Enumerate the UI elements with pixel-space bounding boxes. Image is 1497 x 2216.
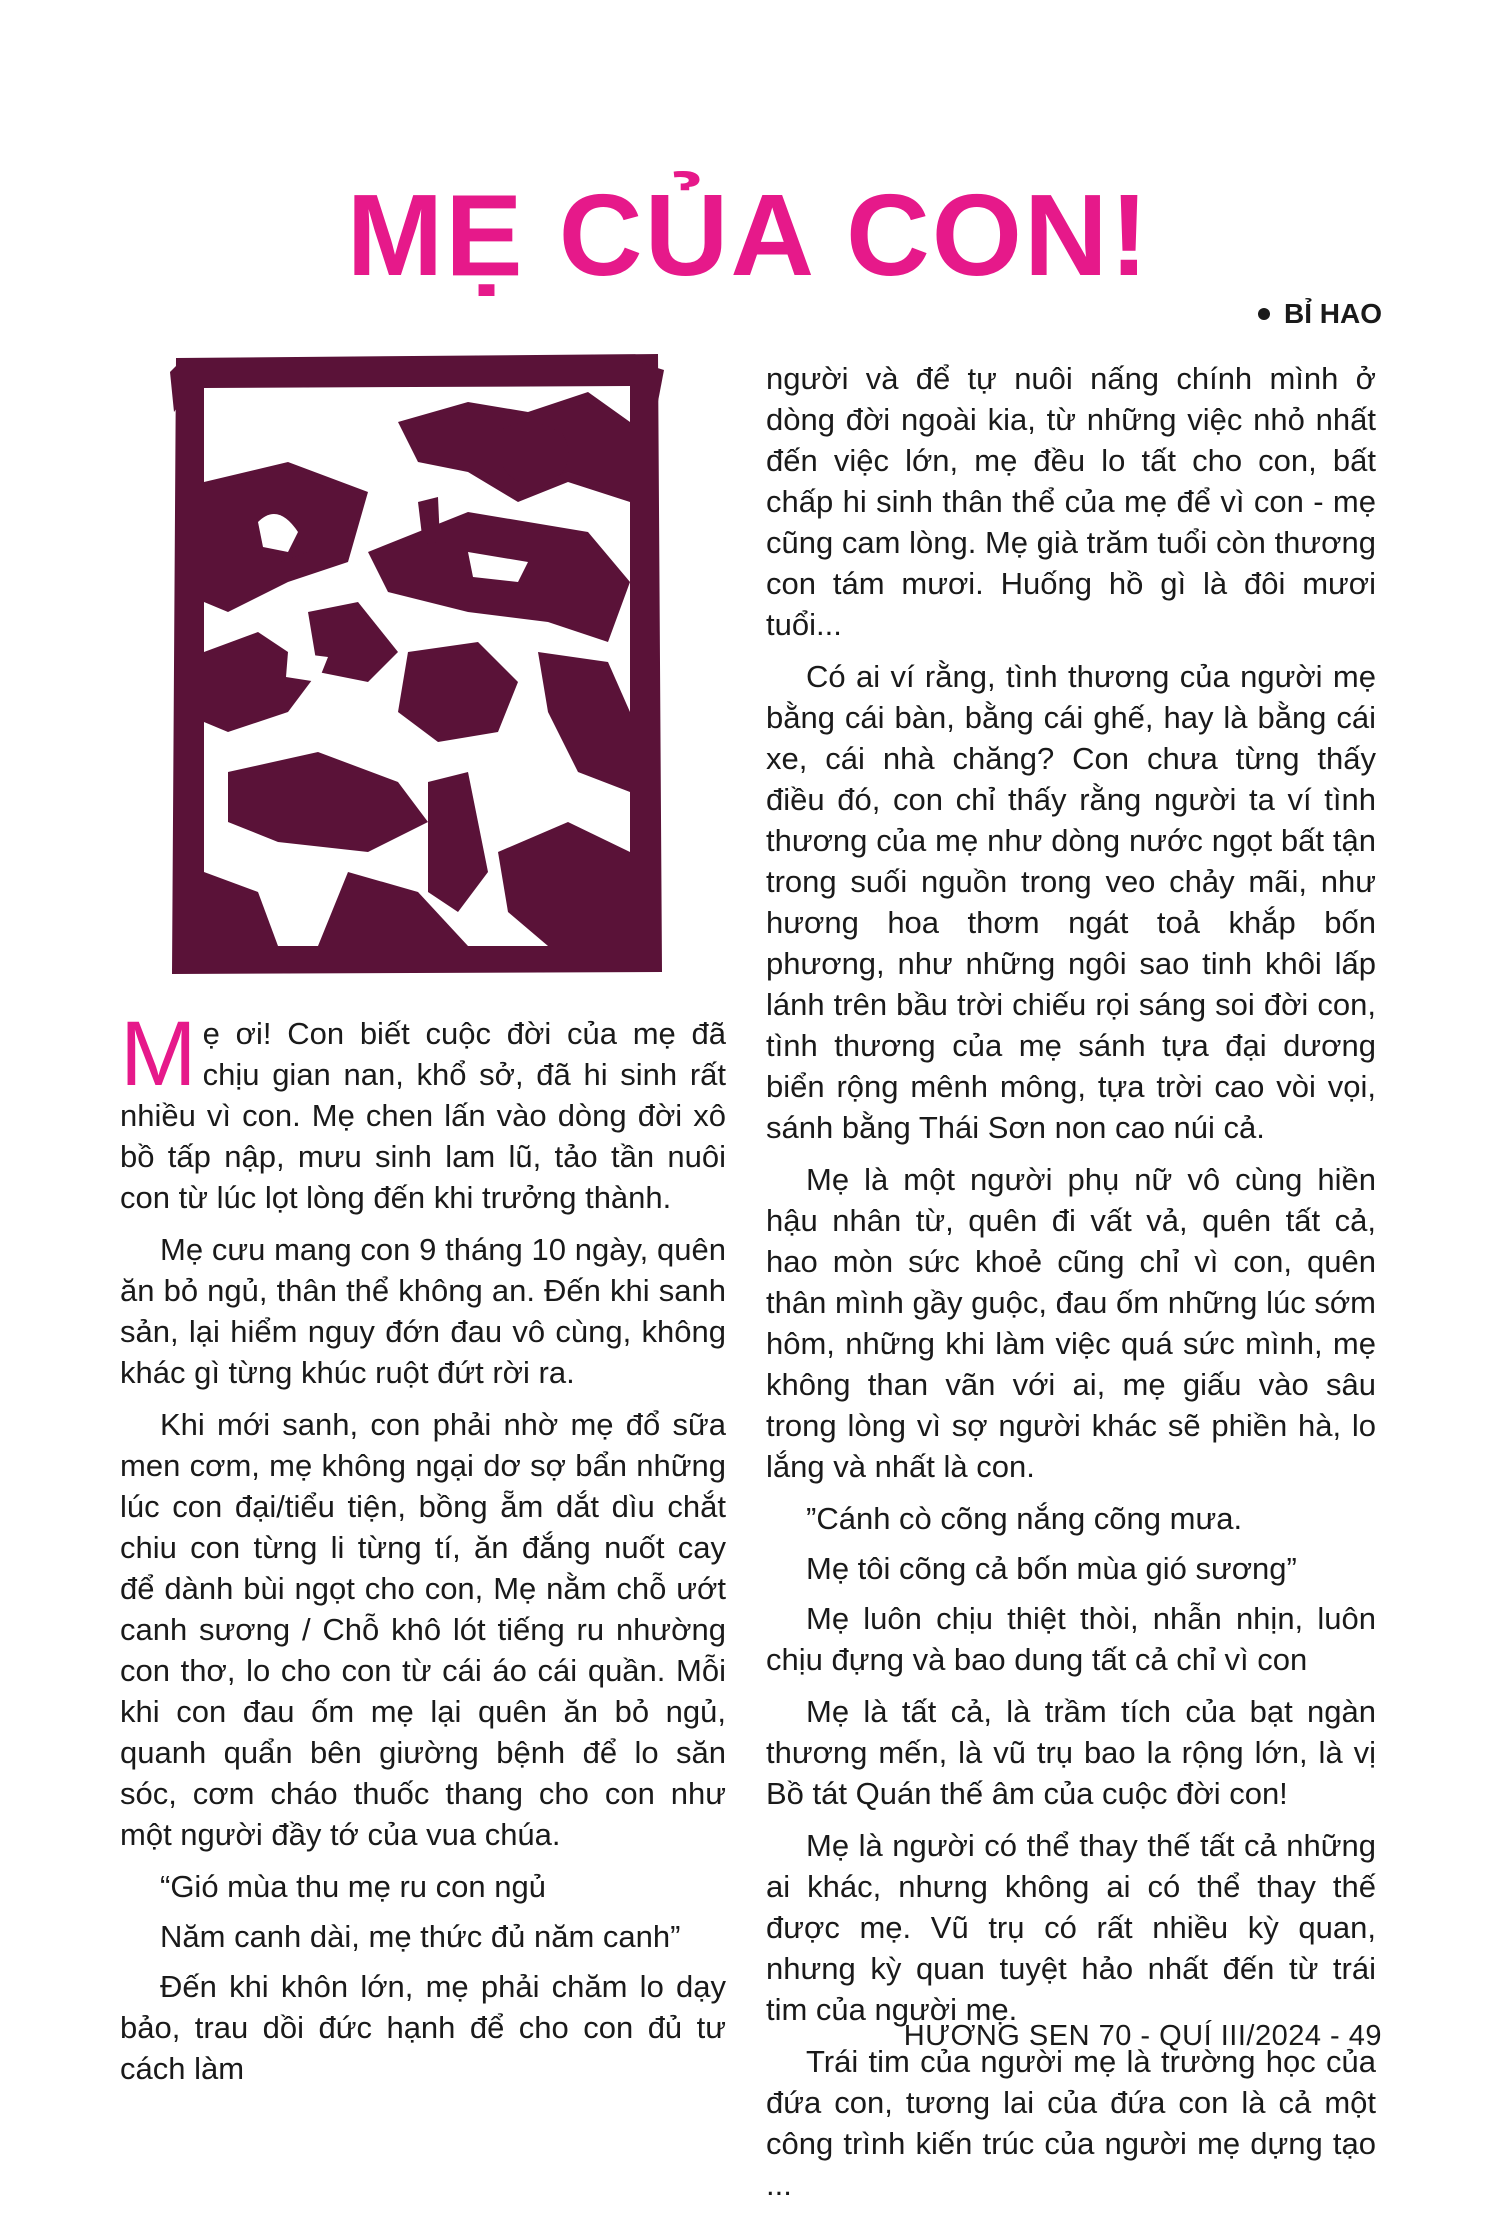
right-column [766, 358, 1376, 2216]
paragraph: người và để tự nuôi nấng chính mình ở dòng đời ngoài kia, từ những việc nhỏ nhất đến việc lớn, mẹ đều lo tất cho con, bất chấp hi sinh thân thể của mẹ để vì con - mẹ cũng cam lòng. Mẹ già trăm tuổi còn thương con tám mươi. Huống hồ gì là đôi mươi tuổi... [766, 361, 1376, 642]
mother-illustration [168, 352, 666, 977]
author-name: BỈ HAO [1284, 298, 1382, 329]
bullet-icon [1258, 308, 1270, 320]
left-column [120, 1003, 726, 2100]
paragraph: Có ai ví rằng, tình thương của người mẹ bằng cái bàn, bằng cái ghế, hay là bằng cái xe, cái nhà chăng? Con chưa từng thấy điều đó, con chỉ thấy rằng người ta ví tình thương của mẹ như dòng nước ngọt bất tận trong suối nguồn trong veo chảy mãi, như hương hoa thơm ngát toả khắp bốn phương, như những ngôi sao tinh khôi lấp lánh trên bầu trời chiếu rọi sáng soi đời con, tình thương của mẹ sánh tựa đại dương biển rộng mênh mông, tựa trời cao vòi vọi, sánh bằng Thái Sơn non cao núi cả. [766, 659, 1376, 1145]
verse-line: ”Cánh cò cõng nắng cõng mưa. [806, 1501, 1243, 1536]
paragraph [120, 1003, 726, 1218]
page-title: MẸ CỦA CON! [346, 170, 1151, 300]
verse-line: “Gió mùa thu mẹ ru con ngủ [160, 1869, 546, 1904]
paragraph-text: ẹ ơi! Con biết cuộc đời của mẹ đã chịu gian nan, khổ sở, đã hi sinh rất nhiều vì con. Mẹ chen lấn vào dòng đời xô bồ tấp nập, mưu sinh lam lũ, tảo tần nuôi con từ lúc lọt lòng đến khi trưởng thành. [120, 1016, 726, 1215]
verse-line: Năm canh dài, mẹ thức đủ năm canh” [160, 1919, 681, 1954]
drop-cap: M [120, 1003, 197, 1105]
page-footer: HƯƠNG SEN 70 - QUÍ III/2024 - 49 [903, 2020, 1382, 2052]
verse-line: Mẹ tôi cõng cả bốn mùa gió sương” [806, 1551, 1297, 1586]
paragraph: Mẹ cưu mang con 9 tháng 10 ngày, quên ăn bỏ ngủ, thân thể không an. Đến khi sanh sản, lại hiểm nguy đớn đau vô cùng, không khác gì từng khúc ruột đứt rời ra. [120, 1232, 726, 1390]
paragraph: Mẹ luôn chịu thiệt thòi, nhẫn nhịn, luôn chịu đựng và bao dung tất cả chỉ vì con [766, 1601, 1376, 1677]
paragraph: Đến khi khôn lớn, mẹ phải chăm lo dạy bảo, trau dồi đức hạnh để cho con đủ tư cách làm [120, 1969, 726, 2086]
paragraph: Mẹ là tất cả, là trầm tích của bạt ngàn thương mến, là vũ trụ bao la rộng lớn, là vị Bồ tát Quán thế âm của cuộc đời con! [766, 1694, 1376, 1811]
author-byline [1258, 298, 1382, 330]
paragraph: Mẹ là người có thể thay thế tất cả những ai khác, nhưng không ai có thể thay thế được mẹ. Vũ trụ có rất nhiều kỳ quan, nhưng kỳ quan tuyệt hảo nhất đến từ trái tim của người mẹ. [766, 1828, 1376, 2027]
paragraph: Mẹ là một người phụ nữ vô cùng hiền hậu nhân từ, quên đi vất vả, quên tất cả, hao mòn sức khoẻ cũng chỉ vì con, quên thân mình gầy guộc, đau ốm những lúc sớm hôm, những khi làm việc quá sức mình, mẹ không than vãn với ai, mẹ giấu vào sâu trong lòng vì sợ người khác sẽ phiền hà, lo lắng và nhất là con. [766, 1162, 1376, 1484]
paragraph: Khi mới sanh, con phải nhờ mẹ đổ sữa men cơm, mẹ không ngại dơ sợ bẩn những lúc con đại/tiểu tiện, bồng ẵm dắt dìu chắt chiu con từng li từng tí, ăn đắng nuốt cay để dành bùi ngọt cho con, Mẹ nằm chỗ ướt canh sương / Chỗ khô lót tiếng ru nhường con thơ, lo cho con từ cái áo cái quần. Mỗi khi con đau ốm mẹ lại quên ăn bỏ ngủ, quanh quẩn bên giường bệnh để lo săn sóc, cơm cháo thuốc thang cho con như một người đầy tớ của vua chúa. [120, 1407, 726, 1852]
paragraph: Trái tim của người mẹ là trường học của đứa con, tương lai của đứa con là cả một công trình kiến trúc của người mẹ dựng tạo ... [766, 2044, 1376, 2202]
